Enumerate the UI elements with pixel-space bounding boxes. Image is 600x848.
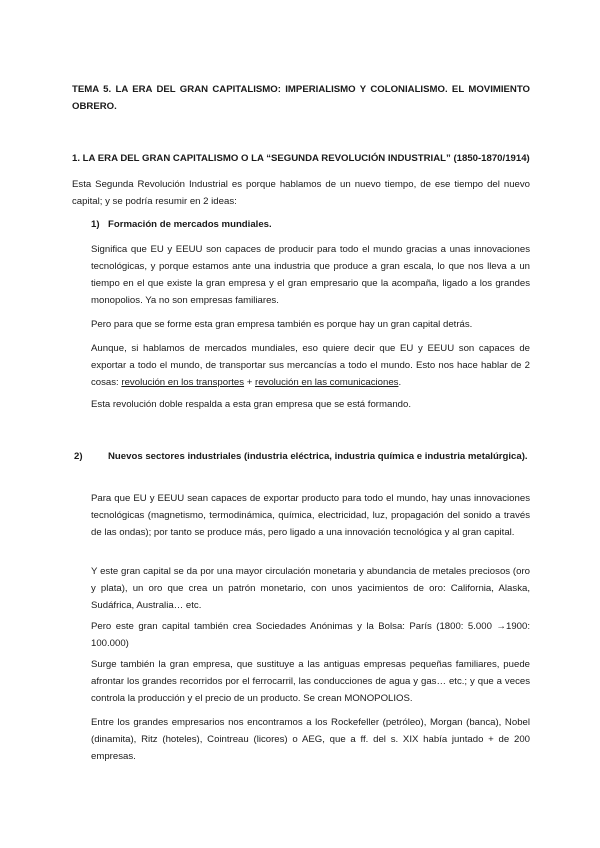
idea-1-paragraph-3-text: Aunque, si hablamos de mercados mundiales, eso quiere decir que EU y EEUU son capaces de exportar a todo el mundo, de transportar sus mercancías a todo el mundo. Esto nos hace hablar de 2 cosas: <box>91 343 530 388</box>
idea-2-title: Nuevos sectores industriales (industria eléctrica, industria química e industria metalúrgica). <box>108 451 528 462</box>
idea-1-paragraph-4: Esta revolución doble respalda a esta gran empresa que se está formando. <box>91 399 411 410</box>
idea-1-title: Formación de mercados mundiales. <box>108 219 272 230</box>
plus-sign: + <box>244 377 255 388</box>
idea-2-paragraph-4: Surge también la gran empresa, que sustituye a las antiguas empresas pequeñas familiares, puede afrontar los grandes recorridos por el ferrocarril, las conducciones de agua y gas… etc.; y que a veces controla la producción y el precio de un producto. Se crean MONOPOLIOS. <box>91 659 530 704</box>
intro-paragraph: Esta Segunda Revolución Industrial es porque hablamos de un nuevo tiempo, de ese tiempo del nuevo capital; y se podría resumir en 2 ideas: <box>72 179 530 207</box>
section-1-heading: 1. LA ERA DEL GRAN CAPITALISMO O LA “SEGUNDA REVOLUCIÓN INDUSTRIAL” (1850-1870/1914) <box>72 153 530 164</box>
idea-2-paragraph-2: Y este gran capital se da por una mayor circulación monetaria y abundancia de metales preciosos (oro y plata), un oro que crea un patrón monetario, con unos yacimientos de oro: California, Alaska, Sudáfrica, Australia… etc. <box>91 566 530 611</box>
idea-2-paragraph-3: Pero este gran capital también crea Sociedades Anónimas y la Bolsa: París (1800: 5.000 →1900: 100.000) <box>91 621 530 649</box>
idea-1-paragraph-1: Significa que EU y EEUU son capaces de producir para todo el mundo gracias a unas innovaciones tecnológicas, y porque estamos ante una industria que produce a gran escala, lo que nos lleva a un tiempo en el que existe la gran empresa y el gran empresario que la acompaña, ligado a los grandes monopolios. Ya no son empresas familiares. <box>91 244 530 306</box>
document-title: TEMA 5. LA ERA DEL GRAN CAPITALISMO: IMPERIALISMO Y COLONIALISMO. EL MOVIMIENTO OBRERO. <box>72 84 530 112</box>
communications-revolution-link: revolución en las comunicaciones <box>255 377 399 388</box>
transport-revolution-link: revolución en los transportes <box>121 377 245 388</box>
idea-2-paragraph-5: Entre los grandes empresarios nos encontramos a los Rockefeller (petróleo), Morgan (banca), Nobel (dinamita), Ritz (hoteles), Cointreau (licores) o AEG, que a ff. del s. XIX había juntado + de 200 empresas. <box>91 717 530 762</box>
idea-1-paragraph-2: Pero para que se forme esta gran empresa también es porque hay un gran capital detrás. <box>91 319 473 330</box>
idea-1-paragraph-3 <box>91 340 530 391</box>
idea-2-paragraph-1: Para que EU y EEUU sean capaces de exportar producto para todo el mundo, hay unas innovaciones tecnológicas (magnetismo, termodinámica, química, electricidad, luz, propagación del sonido a través de las ondas); por tanto se produce más, pero ligado a una innovación tecnológica y al gran capital. <box>91 493 530 538</box>
idea-2-heading <box>74 448 530 465</box>
idea-1-number: 1) <box>91 219 100 230</box>
idea-1-heading <box>91 216 530 233</box>
period: . <box>398 377 402 388</box>
idea-2-number: 2) <box>74 451 83 462</box>
